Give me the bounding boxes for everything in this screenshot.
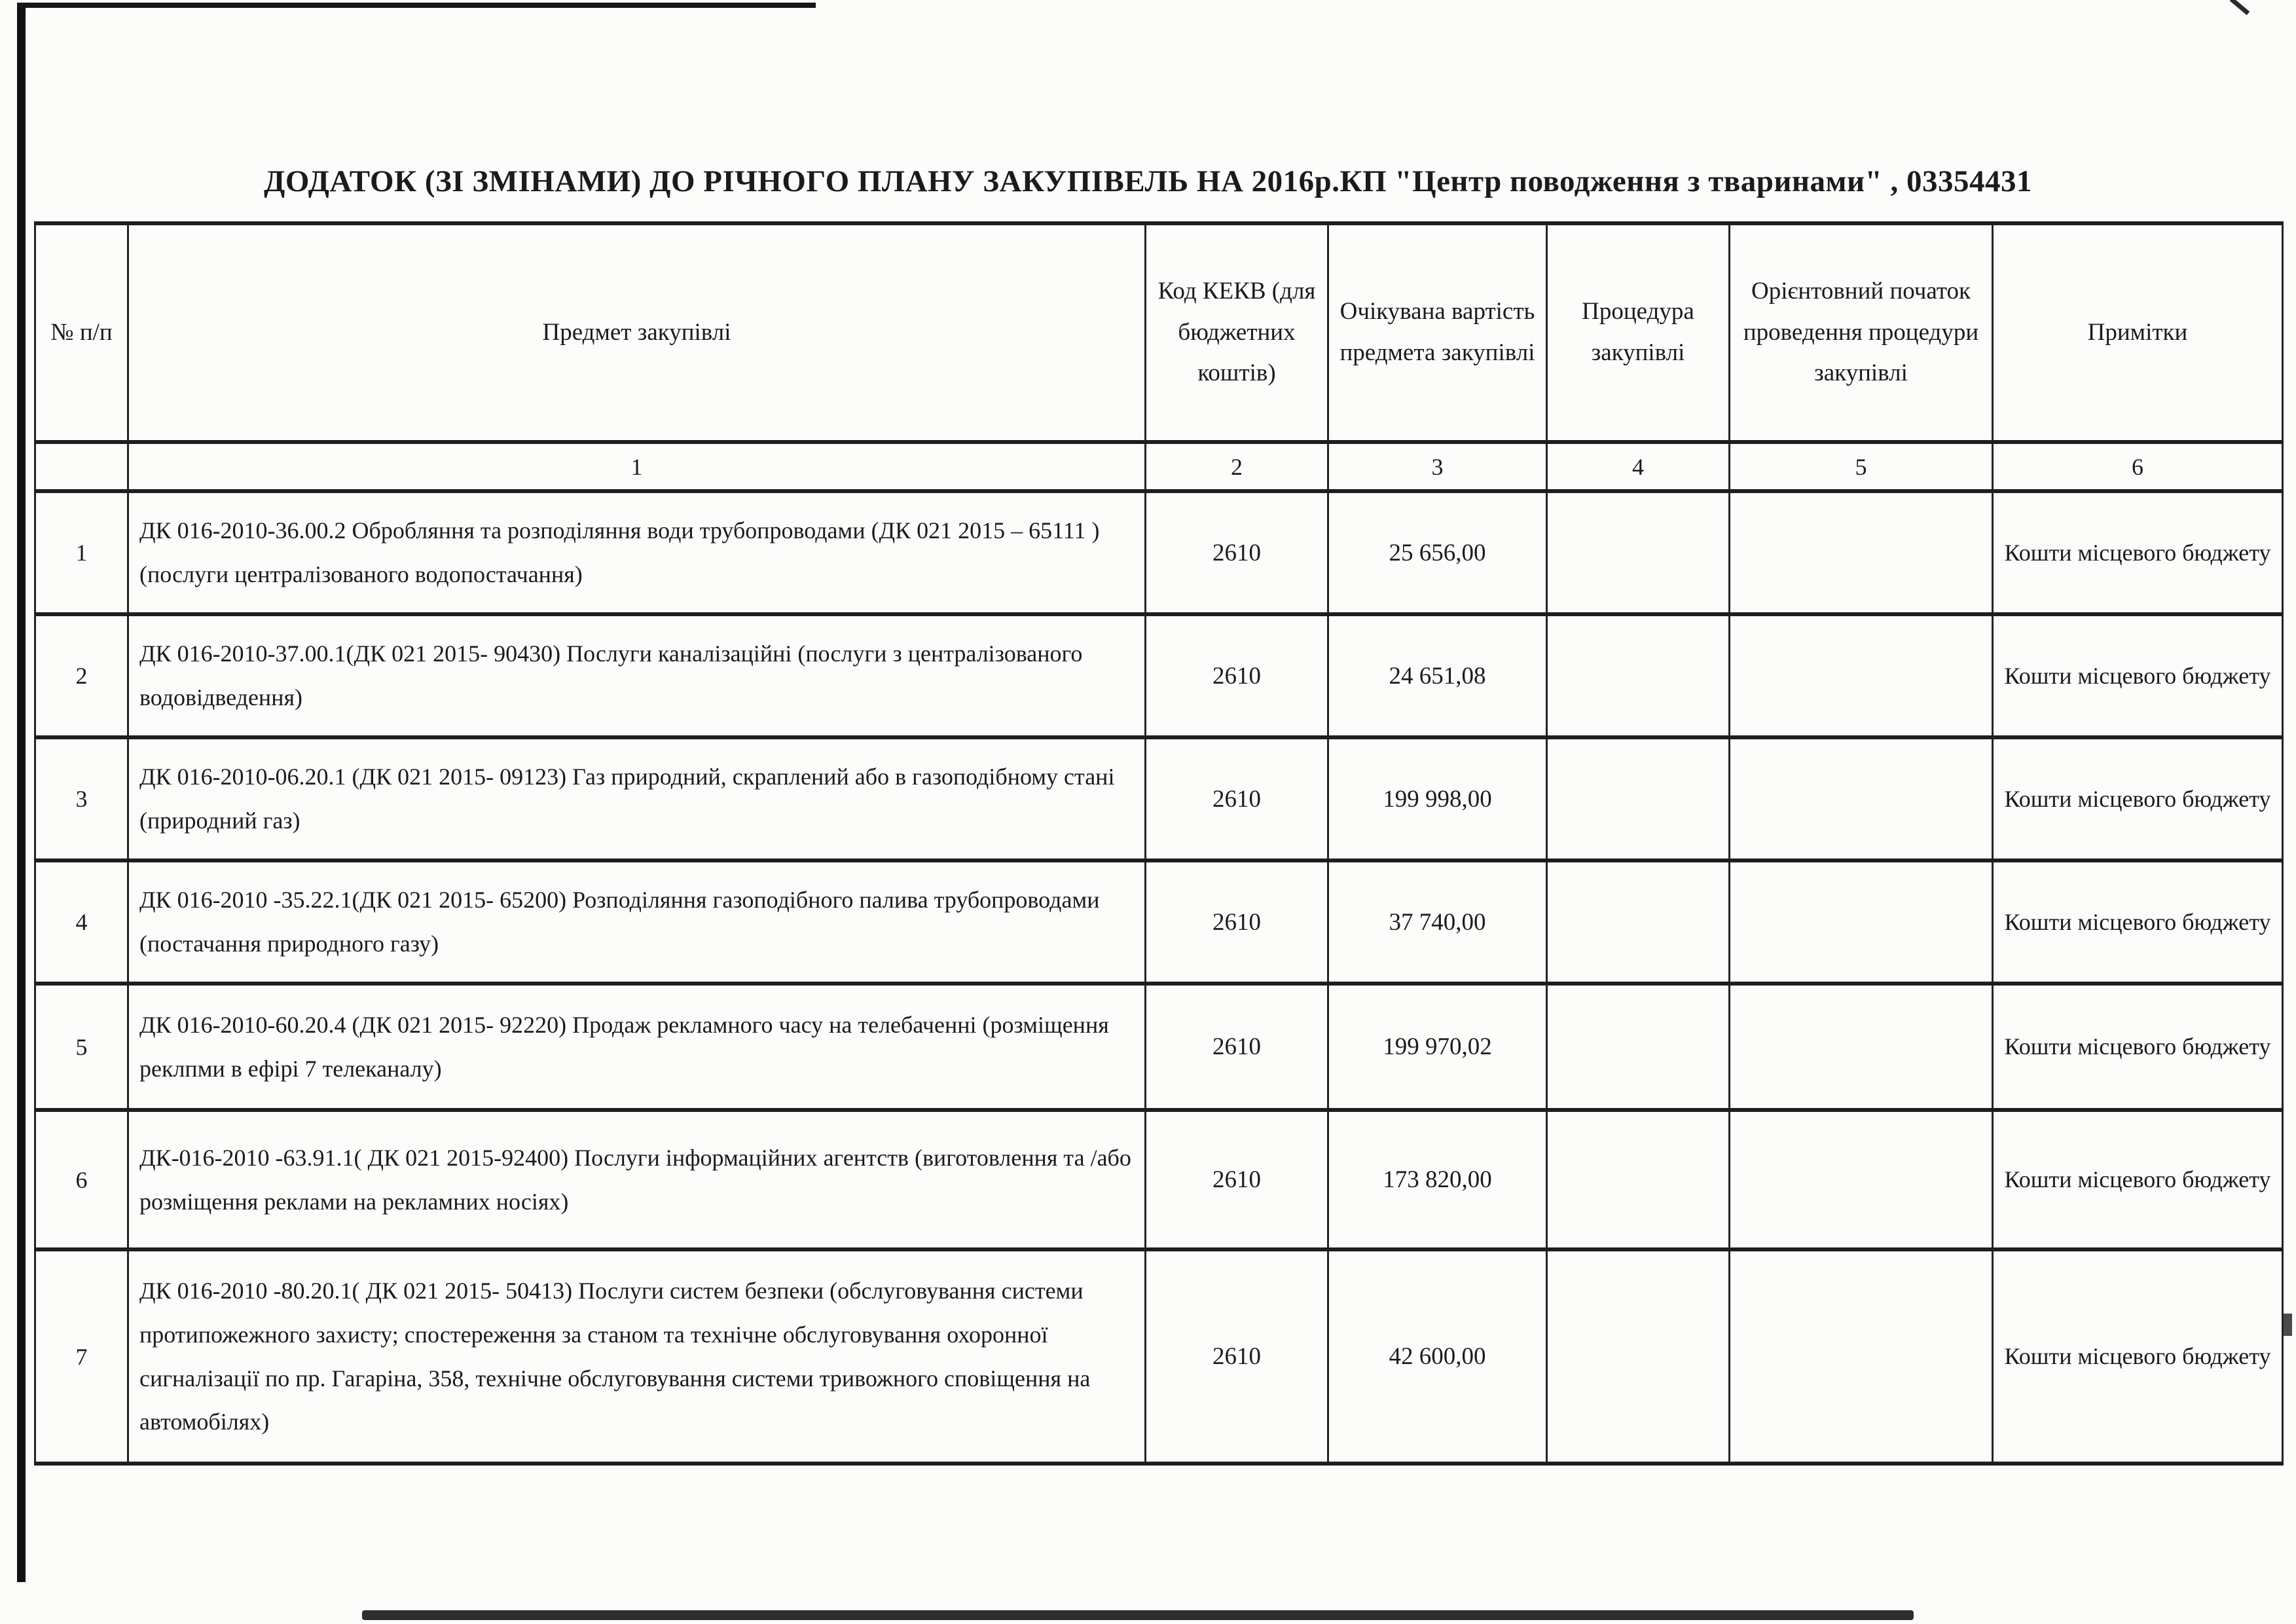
table-row [35,1110,2283,1249]
procedure-cell [1547,1110,1730,1249]
colnum-cell [35,442,128,491]
header-notes: Примітки [1993,223,2283,442]
table-header-row [35,223,2283,442]
colnum-cell: 5 [1730,442,1993,491]
notes-cell: Кошти місцевого бюджету [1993,1110,2283,1249]
value-cell: 42 600,00 [1328,1249,1547,1464]
notes-cell: Кошти місцевого бюджету [1993,984,2283,1110]
procedure-cell [1547,491,1730,614]
subject-cell: ДК 016-2010-60.20.4 (ДК 021 2015- 92220) Продаж рекламного часу на телебаченні (розміщення реклпми в ефірі 7 телеканалу) [128,984,1146,1110]
row-index-cell: 1 [35,491,128,614]
colnum-cell: 6 [1993,442,2283,491]
value-cell: 173 820,00 [1328,1110,1547,1249]
header-expected-value: Очікувана вартість предмета закупівлі [1328,223,1547,442]
colnum-cell: 2 [1146,442,1328,491]
kekv-cell: 2610 [1146,860,1328,984]
kekv-cell: 2610 [1146,984,1328,1110]
start-cell [1730,984,1993,1110]
scan-border-left [17,3,26,1582]
value-cell: 24 651,08 [1328,614,1547,737]
table-row [35,614,2283,737]
row-index-cell: 2 [35,614,128,737]
scan-border-top [17,3,816,8]
start-cell [1730,737,1993,860]
colnum-cell: 1 [128,442,1146,491]
scan-edge-mark [2283,1314,2292,1336]
row-index-cell: 3 [35,737,128,860]
row-index-cell: 5 [35,984,128,1110]
table-row [35,984,2283,1110]
subject-cell: ДК 016-2010-06.20.1 (ДК 021 2015- 09123) Газ природний, скраплений або в газоподібному стані (природний газ) [128,737,1146,860]
start-cell [1730,1249,1993,1464]
notes-cell: Кошти місцевого бюджету [1993,1249,2283,1464]
row-index-cell: 4 [35,860,128,984]
row-index-cell: 7 [35,1249,128,1464]
subject-cell: ДК 016-2010-36.00.2 Обробляння та розподіляння води трубопроводами (ДК 021 2015 – 65111 )(послуги централізованого водопостачання) [128,491,1146,614]
row-index-cell: 6 [35,1110,128,1249]
value-cell: 199 970,02 [1328,984,1547,1110]
kekv-cell: 2610 [1146,1110,1328,1249]
colnum-cell: 3 [1328,442,1547,491]
procedure-cell [1547,1249,1730,1464]
subject-cell: ДК-016-2010 -63.91.1( ДК 021 2015-92400) Послуги інформаційних агентств (виготовлення та /або розміщення реклами на рекламних носіях) [128,1110,1146,1249]
kekv-cell: 2610 [1146,491,1328,614]
column-number-row [35,442,2283,491]
procurement-plan-table [34,221,2284,1466]
notes-cell: Кошти місцевого бюджету [1993,737,2283,860]
notes-cell: Кошти місцевого бюджету [1993,860,2283,984]
start-cell [1730,614,1993,737]
value-cell: 199 998,00 [1328,737,1547,860]
kekv-cell: 2610 [1146,737,1328,860]
header-subject: Предмет закупівлі [128,223,1146,442]
procedure-cell [1547,860,1730,984]
table-row [35,491,2283,614]
start-cell [1730,860,1993,984]
table-row [35,860,2283,984]
table-row [35,737,2283,860]
procedure-cell [1547,984,1730,1110]
notes-cell: Кошти місцевого бюджету [1993,491,2283,614]
subject-cell: ДК 016-2010 -80.20.1( ДК 021 2015- 50413) Послуги систем безпеки (обслуговування системи протипожежного захисту; спостереження за станом та технічне обслуговування охоронної сигналізації по пр. Гагаріна, 358, технічне обслуговування системи тривожного сповіщення на автомобілях) [128,1249,1146,1464]
scan-border-bottom [362,1610,1914,1620]
subject-cell: ДК 016-2010 -35.22.1(ДК 021 2015- 65200) Розподіляння газоподібного палива трубопроводами (постачання природного газу) [128,860,1146,984]
header-start-date: Орієнтовний початок проведення процедури закупівлі [1730,223,1993,442]
start-cell [1730,491,1993,614]
notes-cell: Кошти місцевого бюджету [1993,614,2283,737]
header-kekv: Код КЕКВ (для бюджетних коштів) [1146,223,1328,442]
procedure-cell [1547,614,1730,737]
header-procedure: Процедура закупівлі [1547,223,1730,442]
document-title: ДОДАТОК (ЗІ ЗМІНАМИ) ДО РІЧНОГО ПЛАНУ ЗАКУПІВЕЛЬ НА 2016р.КП "Центр поводження з тваринами" , 03354431 [264,164,2032,198]
table-row [35,1249,2283,1464]
scan-corner-mark [2230,0,2250,15]
colnum-cell: 4 [1547,442,1730,491]
header-num: № п/п [35,223,128,442]
procedure-cell [1547,737,1730,860]
kekv-cell: 2610 [1146,1249,1328,1464]
kekv-cell: 2610 [1146,614,1328,737]
start-cell [1730,1110,1993,1249]
value-cell: 25 656,00 [1328,491,1547,614]
subject-cell: ДК 016-2010-37.00.1(ДК 021 2015- 90430) Послуги каналізаційні (послуги з централізованого водовідведення) [128,614,1146,737]
value-cell: 37 740,00 [1328,860,1547,984]
